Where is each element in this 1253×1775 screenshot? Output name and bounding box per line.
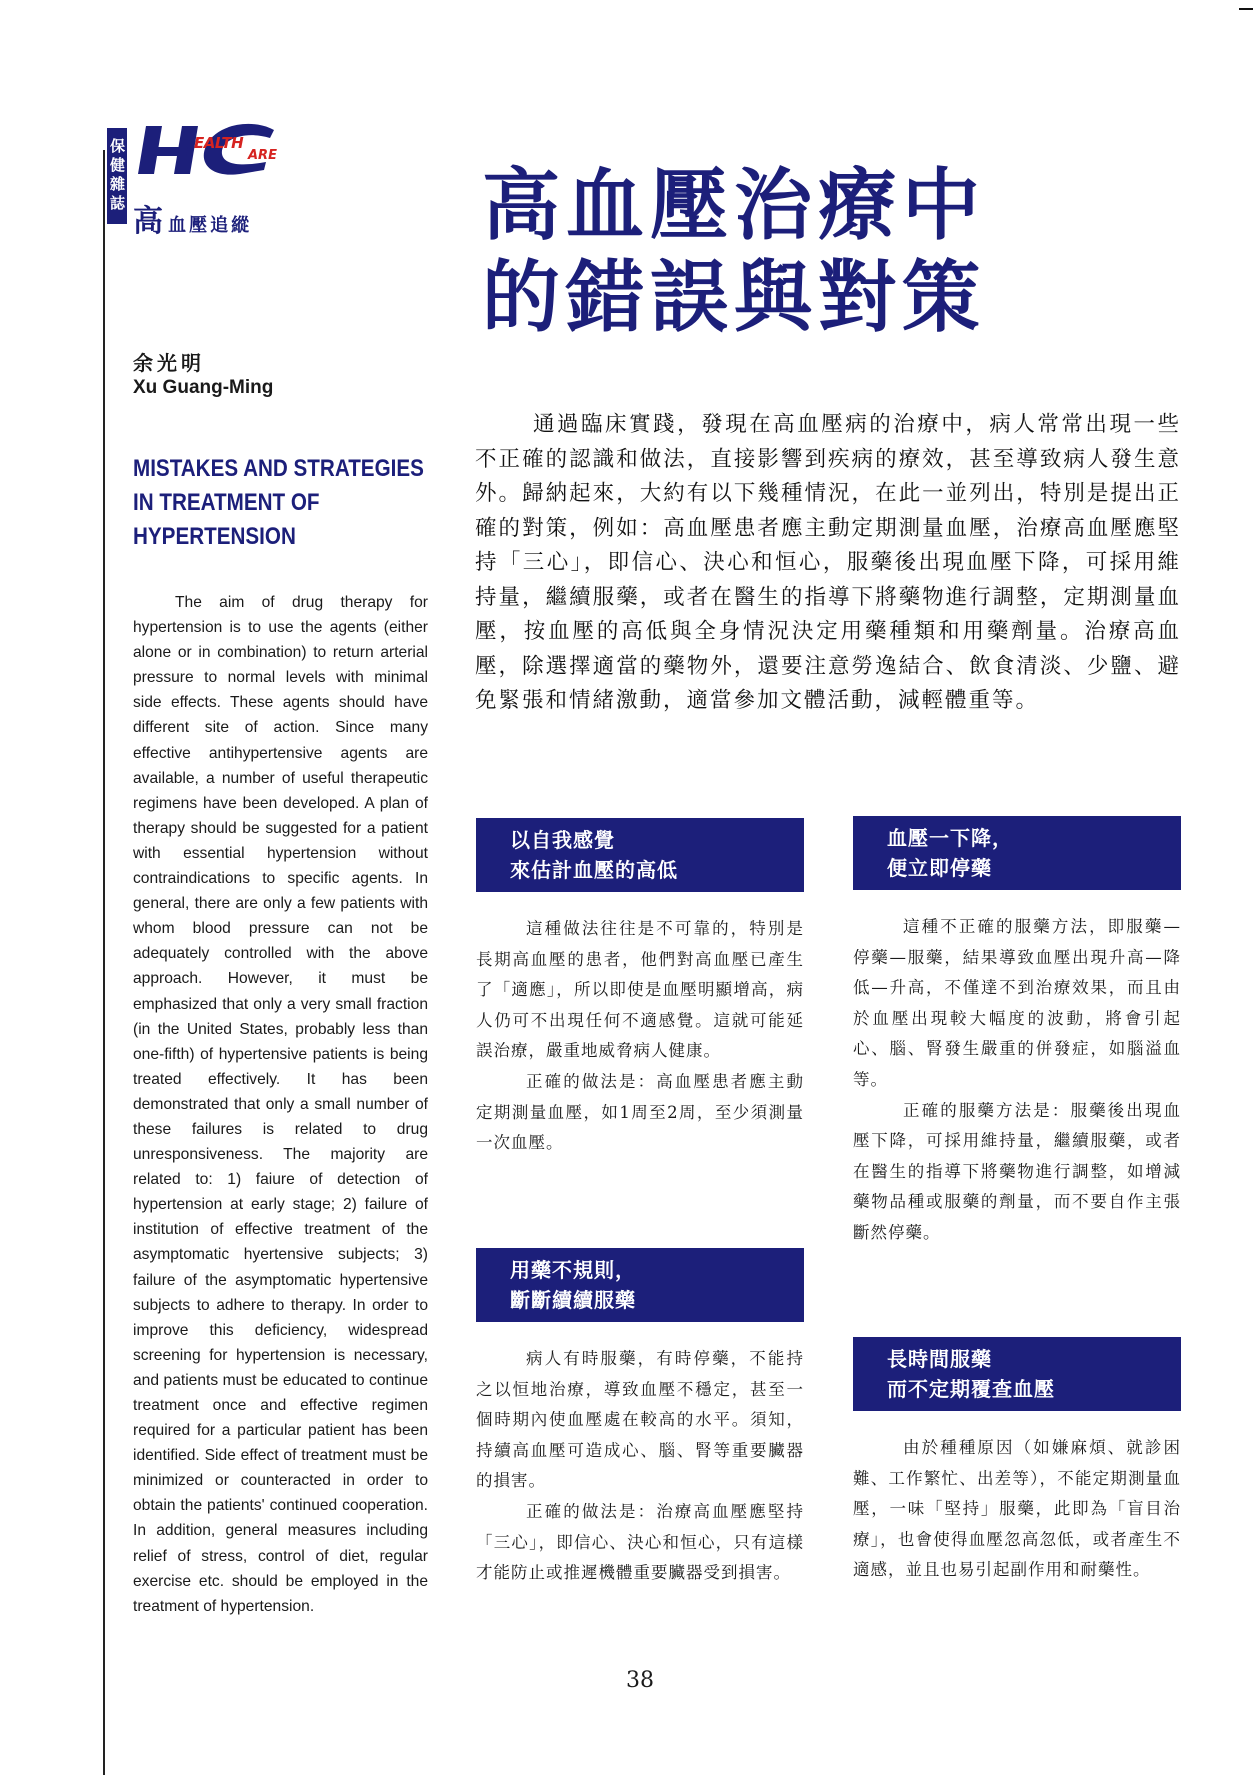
section-no-regular-check <box>853 1337 1181 1586</box>
column-label-big: 高 <box>133 204 163 239</box>
section-body <box>853 912 1181 1249</box>
author-name-english: Xu Guang-Ming <box>133 377 274 398</box>
english-title <box>133 452 425 554</box>
section-body <box>476 1344 804 1589</box>
article-title <box>482 160 1202 344</box>
section-heading <box>853 816 1181 890</box>
section-paragraph: 這種做法往往是不可靠的，特別是長期高血壓的患者，他們對高血壓已產生了「適應」，所以即使是血壓明顯增高，病人仍可不出現任何不適感覺。這就可能延誤治療，嚴重地威脅病人健康。 <box>476 919 804 1061</box>
section-heading-line1: 血壓一下降， <box>887 826 1013 850</box>
section-irregular-medication <box>476 1248 804 1589</box>
section-self-feeling <box>476 818 804 1159</box>
crop-mark <box>1239 8 1253 10</box>
section-heading-line1: 用藥不規則， <box>510 1258 636 1282</box>
intro-paragraph: 通過臨床實踐，發現在高血壓病的治療中，病人常常出現一些不正確的認識和做法，直接影響到疾病的療效，甚至導致病人發生意外。歸納起來，大約有以下幾種情況，在此一並列出，特別是提出正確的對策，例如：高血壓患者應主動定期測量血壓，治療高血壓應堅持「三心」，即信心、決心和恒心，服藥後出現血壓下降，可採用維持量，繼續服藥，或者在醫生的指導下將藥物進行調整，定期測量血壓，按血壓的高低與全身情況決定用藥種類和用藥劑量。治療高血壓，除選擇適當的藥物外，還要注意勞逸結合、飲食清淡、少鹽、避免緊張和情緒激動，適當參加文體活動，減輕體重等。 <box>475 412 1181 713</box>
page-number: 38 <box>626 1668 654 1693</box>
section-heading-line2: 而不定期覆查血壓 <box>887 1377 1055 1401</box>
section-heading-line2: 來估計血壓的高低 <box>510 858 678 882</box>
article-title-line1: 高血壓治療中 <box>482 160 987 251</box>
section-heading <box>476 1248 804 1322</box>
section-heading-line2: 斷斷續續服藥 <box>510 1288 636 1312</box>
section-heading <box>853 1337 1181 1411</box>
english-title-line1: MISTAKES AND STRATEGIES <box>133 455 424 482</box>
section-body <box>853 1433 1181 1586</box>
english-title-line3: HYPERTENSION <box>133 523 296 550</box>
section-paragraph: 病人有時服藥，有時停藥，不能持之以恒地治療，導致血壓不穩定，甚至一個時期內使血壓處在較高的水平。須知，持續高血壓可造成心、腦、腎等重要臟器的損害。 <box>476 1349 804 1491</box>
english-title-line2: IN TREATMENT OF <box>133 489 320 516</box>
english-abstract: The aim of drug therapy for hypertension is to use the agents (either alone or in combination) to return arterial pressure to normal levels with minimal side effects. These agents should have different site of action. Since many effective antihypertensive agents are available, a number of useful therapeutic regimens have been developed. A plan of therapy should be suggested for a patient with essential hypertension without contraindications to specific agents. In general, there are only a few patients with whom blood pressure can not be adequately controlled with the above approach. However, it must be emphasized that only a very small fraction (in the United States, probably less than one-fifth) of hypertensive patients is being treated effectively. It has been demonstrated that only a small number of these failures is related to drug unresponsiveness. The majority are related to: 1) faiure of detection of hypertension at early stage; 2) failure of institution of effective treatment of the asymptomatic hyertensive subjects; 3) failure of the asymptomatic hypertensive subjects to adhere to therapy. In order to improve this deficiency, widespread screening for hypertension is necessary, and patients must be educated to continue treatment once and effective regimen required for a particular patient has been identified. Side effect of treatment must be minimized or counteracted in order to obtain the patients' continued cooperation. In addition, general measures including relief of stress, control of diet, regular exercise etc. should be employed in the treatment of hypertension. <box>133 594 428 1615</box>
section-paragraph: 正確的服藥方法是：服藥後出現血壓下降，可採用維持量，繼續服藥，或者在醫生的指導下將藥物進行調整，如增減藥物品種或服藥的劑量，而不要自作主張斷然停藥。 <box>853 1100 1181 1242</box>
section-heading-line1: 以自我感覺 <box>510 828 615 852</box>
article-title-line2: 的錯誤與對策 <box>482 252 987 343</box>
section-paragraph: 這種不正確的服藥方法，即服藥—停藥—服藥，結果導致血壓出現升高—降低—升高，不僅達不到治療效果，而且由於血壓出現較大幅度的波動，將會引起心、腦、腎發生嚴重的併發症，如腦溢血等。 <box>853 917 1181 1089</box>
author-name-chinese: 余光明 <box>133 351 205 375</box>
section-heading-line2: 便立即停藥 <box>887 856 992 880</box>
section-body <box>476 914 804 1159</box>
section-paragraph: 正確的做法是：治療高血壓應堅持「三心」，即信心、決心和恒心，只有這樣才能防止或推遲機體重要臟器受到損害。 <box>476 1501 804 1583</box>
section-heading-line1: 長時間服藥 <box>887 1347 992 1371</box>
column-label-small: 血壓追縱 <box>168 215 253 236</box>
logo-word-care: ARE <box>248 148 277 163</box>
margin-rule <box>103 150 105 1775</box>
logo-word-health: EALTH <box>194 134 244 152</box>
column-label <box>133 196 252 240</box>
section-paragraph: 正確的做法是：高血壓患者應主動定期測量血壓，如1周至2周，至少須測量一次血壓。 <box>476 1071 804 1153</box>
section-stop-when-lowered <box>853 816 1181 1249</box>
section-paragraph: 由於種種原因（如嫌麻煩、就診困難、工作繁忙、出差等），不能定期測量血壓，一味「堅持」服藥，此即為「盲目治療」，也會使得血壓忽高忽低，或者產生不適感，並且也易引起副作用和耐藥性。 <box>853 1438 1181 1580</box>
section-heading <box>476 818 804 892</box>
magazine-vertical-label: 保健雜誌 <box>107 128 127 224</box>
